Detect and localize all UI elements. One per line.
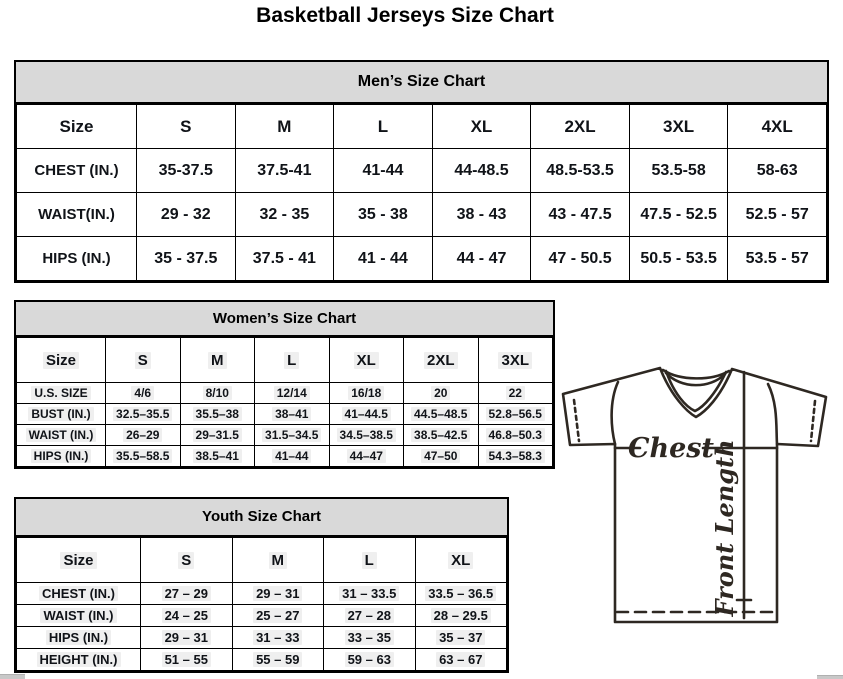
row-label: CHEST (IN.) — [17, 583, 141, 605]
size-cell: 24 – 25 — [141, 605, 233, 627]
size-cell: 27 – 29 — [141, 583, 233, 605]
column-header: L — [324, 538, 416, 583]
size-cell: 44-48.5 — [432, 149, 531, 193]
row-label: CHEST (IN.) — [17, 149, 137, 193]
size-cell: 37.5 - 41 — [235, 237, 334, 281]
column-header: S — [141, 538, 233, 583]
size-cell: 53.5 - 57 — [728, 237, 827, 281]
size-cell: 44–47 — [329, 446, 404, 467]
column-header: 3XL — [478, 338, 553, 383]
table-row — [17, 649, 507, 671]
column-header: XL — [329, 338, 404, 383]
column-header: M — [180, 338, 255, 383]
size-cell: 63 – 67 — [415, 649, 507, 671]
collar-arc-outer — [663, 370, 729, 378]
youth-size-chart — [14, 497, 509, 673]
column-header: S — [106, 338, 181, 383]
size-cell: 28 – 29.5 — [415, 605, 507, 627]
mens-table — [16, 104, 827, 281]
header-row — [17, 538, 507, 583]
row-label: WAIST (IN.) — [17, 605, 141, 627]
size-cell: 41–44.5 — [329, 404, 404, 425]
table-row — [17, 149, 827, 193]
table-row — [17, 193, 827, 237]
size-cell: 54.3–58.3 — [478, 446, 553, 467]
size-cell: 44.5–48.5 — [404, 404, 479, 425]
size-cell: 37.5-41 — [235, 149, 334, 193]
size-cell: 20 — [404, 383, 479, 404]
size-cell: 52.5 - 57 — [728, 193, 827, 237]
size-cell: 47 - 50.5 — [531, 237, 630, 281]
size-cell: 35.5–38 — [180, 404, 255, 425]
row-label: HIPS (IN.) — [17, 627, 141, 649]
scrollbar-fragment-right[interactable] — [817, 675, 843, 679]
size-cell: 29–31.5 — [180, 425, 255, 446]
size-cell: 38–41 — [255, 404, 330, 425]
size-cell: 41-44 — [334, 149, 433, 193]
size-cell: 22 — [478, 383, 553, 404]
header-row — [17, 105, 827, 149]
size-cell: 29 – 31 — [232, 583, 324, 605]
column-header: Size — [17, 105, 137, 149]
size-cell: 58-63 — [728, 149, 827, 193]
mens-chart-title: Men’s Size Chart — [16, 62, 827, 104]
column-header: 2XL — [531, 105, 630, 149]
size-cell: 33 – 35 — [324, 627, 416, 649]
table-row — [17, 383, 553, 404]
mens-size-chart — [14, 60, 829, 283]
size-cell: 32 - 35 — [235, 193, 334, 237]
front-length-label: Front Length — [710, 439, 739, 617]
size-cell: 38.5–41 — [180, 446, 255, 467]
column-header: S — [137, 105, 236, 149]
row-label: HEIGHT (IN.) — [17, 649, 141, 671]
size-cell: 31 – 33.5 — [324, 583, 416, 605]
size-cell: 51 – 55 — [141, 649, 233, 671]
row-label: WAIST(IN.) — [17, 193, 137, 237]
size-cell: 33.5 – 36.5 — [415, 583, 507, 605]
table-row — [17, 404, 553, 425]
column-header: L — [255, 338, 330, 383]
jersey-measurement-diagram — [550, 360, 840, 630]
size-cell: 35.5–58.5 — [106, 446, 181, 467]
chest-label: Chest — [628, 433, 714, 464]
size-cell: 44 - 47 — [432, 237, 531, 281]
column-header: 3XL — [629, 105, 728, 149]
size-cell: 47–50 — [404, 446, 479, 467]
table-row — [17, 627, 507, 649]
size-cell: 31.5–34.5 — [255, 425, 330, 446]
size-cell: 48.5-53.5 — [531, 149, 630, 193]
size-cell: 41 - 44 — [334, 237, 433, 281]
size-cell: 27 – 28 — [324, 605, 416, 627]
column-header: Size — [17, 538, 141, 583]
size-cell: 53.5-58 — [629, 149, 728, 193]
row-label: HIPS (IN.) — [17, 237, 137, 281]
size-cell: 35 – 37 — [415, 627, 507, 649]
size-cell: 38 - 43 — [432, 193, 531, 237]
table-row — [17, 237, 827, 281]
column-header: L — [334, 105, 433, 149]
size-cell: 35-37.5 — [137, 149, 236, 193]
column-header: XL — [432, 105, 531, 149]
size-cell: 35 - 37.5 — [137, 237, 236, 281]
size-cell: 32.5–35.5 — [106, 404, 181, 425]
size-cell: 59 – 63 — [324, 649, 416, 671]
size-cell: 46.8–50.3 — [478, 425, 553, 446]
size-cell: 34.5–38.5 — [329, 425, 404, 446]
size-cell: 29 – 31 — [141, 627, 233, 649]
size-cell: 8/10 — [180, 383, 255, 404]
womens-size-chart — [14, 300, 555, 469]
size-cell: 43 - 47.5 — [531, 193, 630, 237]
size-cell: 38.5–42.5 — [404, 425, 479, 446]
womens-chart-title: Women’s Size Chart — [16, 302, 553, 337]
youth-table — [16, 537, 507, 671]
womens-table — [16, 337, 553, 467]
table-row — [17, 425, 553, 446]
size-cell: 41–44 — [255, 446, 330, 467]
size-cell: 47.5 - 52.5 — [629, 193, 728, 237]
column-header: M — [235, 105, 334, 149]
column-header: M — [232, 538, 324, 583]
size-cell: 29 - 32 — [137, 193, 236, 237]
header-row — [17, 338, 553, 383]
row-label: U.S. SIZE — [17, 383, 106, 404]
column-header: XL — [415, 538, 507, 583]
size-cell: 26–29 — [106, 425, 181, 446]
table-row — [17, 605, 507, 627]
scrollbar-fragment-left[interactable] — [0, 674, 25, 679]
size-cell: 50.5 - 53.5 — [629, 237, 728, 281]
table-row — [17, 583, 507, 605]
size-cell: 52.8–56.5 — [478, 404, 553, 425]
youth-chart-title: Youth Size Chart — [16, 499, 507, 537]
page-title: Basketball Jerseys Size Chart — [256, 4, 554, 27]
jersey-outline — [563, 368, 826, 622]
table-row — [17, 446, 553, 467]
size-cell: 55 – 59 — [232, 649, 324, 671]
column-header: 2XL — [404, 338, 479, 383]
column-header: Size — [17, 338, 106, 383]
size-cell: 16/18 — [329, 383, 404, 404]
row-label: WAIST (IN.) — [17, 425, 106, 446]
size-cell: 35 - 38 — [334, 193, 433, 237]
size-cell: 31 – 33 — [232, 627, 324, 649]
row-label: BUST (IN.) — [17, 404, 106, 425]
size-cell: 25 – 27 — [232, 605, 324, 627]
row-label: HIPS (IN.) — [17, 446, 106, 467]
column-header: 4XL — [728, 105, 827, 149]
size-cell: 12/14 — [255, 383, 330, 404]
size-cell: 4/6 — [106, 383, 181, 404]
